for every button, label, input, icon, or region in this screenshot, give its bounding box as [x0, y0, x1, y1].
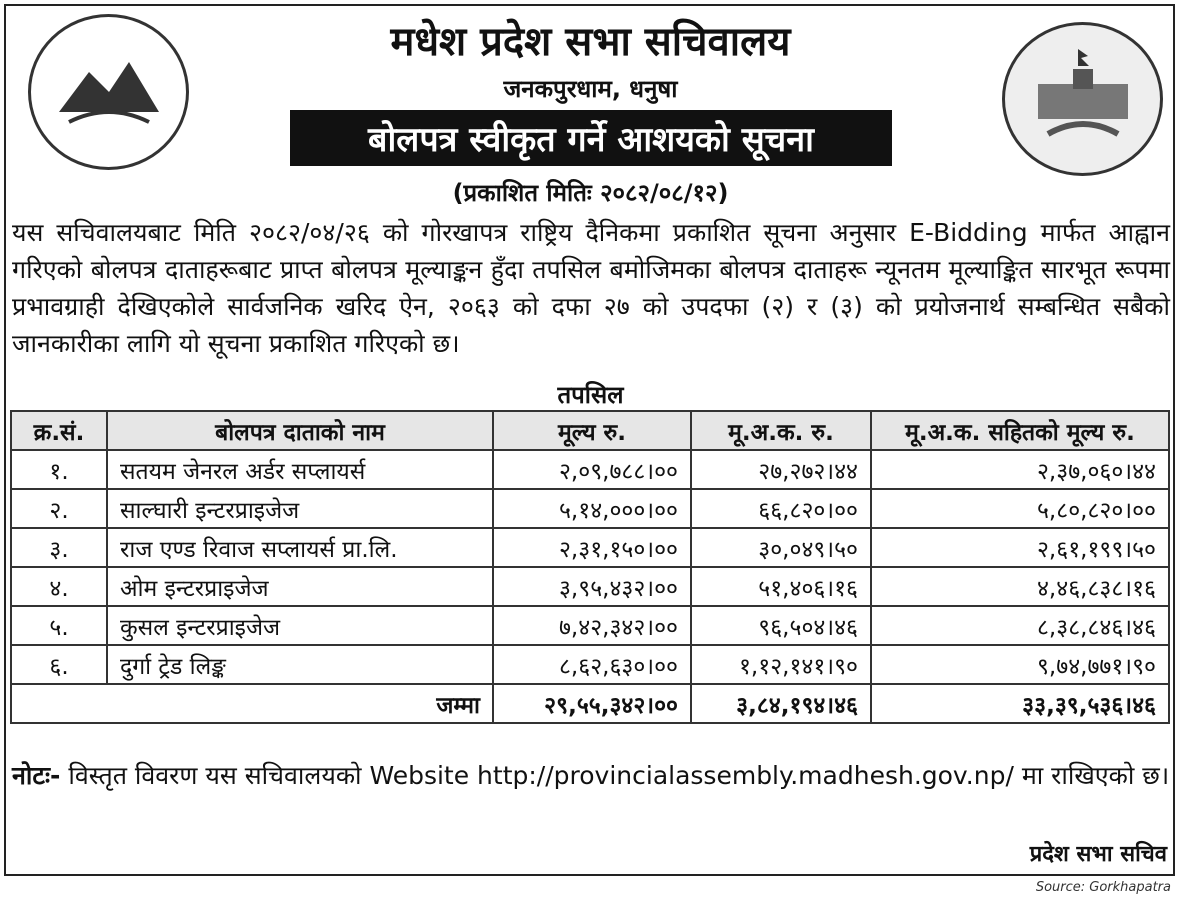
row-sn: ४. — [11, 567, 107, 606]
table-row — [11, 489, 1169, 528]
row-bidder: राज एण्ड रिवाज सप्लायर्स प्रा.लि. — [107, 528, 493, 567]
row-vat: ६६,८२०।०० — [691, 489, 871, 528]
note-text: विस्तृत विवरण यस सचिवालयको Website http://provincialassembly.madhesh.gov.np/ मा राखिएको छ। — [68, 761, 1170, 790]
signature: प्रदेश सभा सचिव — [1029, 842, 1167, 867]
row-bidder: कुसल इन्टरप्राइजेज — [107, 606, 493, 645]
office-location: जनकपुरधाम, धनुषा — [503, 75, 678, 103]
table-total-row — [11, 684, 1169, 723]
row-sn: ६. — [11, 645, 107, 684]
row-price: ५,१४,०००।०० — [493, 489, 691, 528]
note-label: नोटः- — [12, 761, 61, 790]
notice-paragraph: यस सचिवालयबाट मिति २०८२/०४/२६ को गोरखापत्र राष्ट्रिय दैनिकमा प्रकाशित सूचना अनुसार E-Bidding मार्फत आह्वान गरिएको बोलपत्र दाताहरूबाट प्राप्त बोलपत्र मूल्याङ्कन हुँदा तपसिल बमोजिमका बोलपत्र दाताहरू न्यूनतम मूल्याङ्कित सारभूत रूपमा प्रभावग्राही देखिएकोले सार्वजनिक खरिद ऐन, २०६३ को दफा २७ को उपदफा (२) र (३) को प्रयोजनार्थ सम्बन्धित सबैको जानकारीका लागि यो सूचना प्रकाशित गरिएको छ। — [12, 218, 1170, 358]
row-vat: ९६,५०४।४६ — [691, 606, 871, 645]
row-vat: ३०,०४९।५० — [691, 528, 871, 567]
source-credit: Source: Gorkhapatra — [1035, 880, 1171, 895]
row-total: ९,७४,७७१।९० — [871, 645, 1169, 684]
row-total: ५,८०,८२०।०० — [871, 489, 1169, 528]
row-price: २,३१,१५०।०० — [493, 528, 691, 567]
row-sn: २. — [11, 489, 107, 528]
col-total: मू.अ.क. सहितको मूल्य रु. — [871, 411, 1169, 450]
row-sn: ३. — [11, 528, 107, 567]
row-price: ७,४२,३४२।०० — [493, 606, 691, 645]
bid-table — [10, 410, 1170, 724]
row-bidder: दुर्गा ट्रेड लिङ्क — [107, 645, 493, 684]
row-price: २,०९,७८८।०० — [493, 450, 691, 489]
total-grand: ३३,३९,५३६।४६ — [871, 684, 1169, 723]
table-row — [11, 645, 1169, 684]
published-date: (प्रकाशित मितिः २०८२/०८/१२) — [452, 179, 729, 207]
col-sn: क्र.सं. — [11, 411, 107, 450]
row-vat: ५१,४०६।१६ — [691, 567, 871, 606]
total-vat: ३,८४,१९४।४६ — [691, 684, 871, 723]
col-vat: मू.अ.क. रु. — [691, 411, 871, 450]
notice-banner: बोलपत्र स्वीकृत गर्ने आशयको सूचना — [290, 110, 892, 166]
row-total: ४,४६,८३८।१६ — [871, 567, 1169, 606]
row-bidder: साल्घारी इन्टरप्राइजेज — [107, 489, 493, 528]
row-bidder: सतयम जेनरल अर्डर सप्लायर्स — [107, 450, 493, 489]
table-row — [11, 450, 1169, 489]
row-bidder: ओम इन्टरप्राइजेज — [107, 567, 493, 606]
schedule-heading: तपसिल — [557, 381, 624, 409]
row-sn: ५. — [11, 606, 107, 645]
row-total: २,३७,०६०।४४ — [871, 450, 1169, 489]
col-bidder: बोलपत्र दाताको नाम — [107, 411, 493, 450]
row-total: ८,३८,८४६।४६ — [871, 606, 1169, 645]
row-sn: १. — [11, 450, 107, 489]
col-price: मूल्य रु. — [493, 411, 691, 450]
total-label: जम्मा — [11, 684, 493, 723]
row-total: २,६१,१९९।५० — [871, 528, 1169, 567]
row-vat: १,१२,१४१।९० — [691, 645, 871, 684]
table-row — [11, 528, 1169, 567]
note — [12, 757, 1170, 795]
table-row — [11, 567, 1169, 606]
table-header-row — [11, 411, 1169, 450]
row-vat: २७,२७२।४४ — [691, 450, 871, 489]
row-price: ८,६२,६३०।०० — [493, 645, 691, 684]
office-title: मधेश प्रदेश सभा सचिवालय — [390, 19, 791, 65]
total-price: २९,५५,३४२।०० — [493, 684, 691, 723]
table-row — [11, 606, 1169, 645]
row-price: ३,९५,४३२।०० — [493, 567, 691, 606]
